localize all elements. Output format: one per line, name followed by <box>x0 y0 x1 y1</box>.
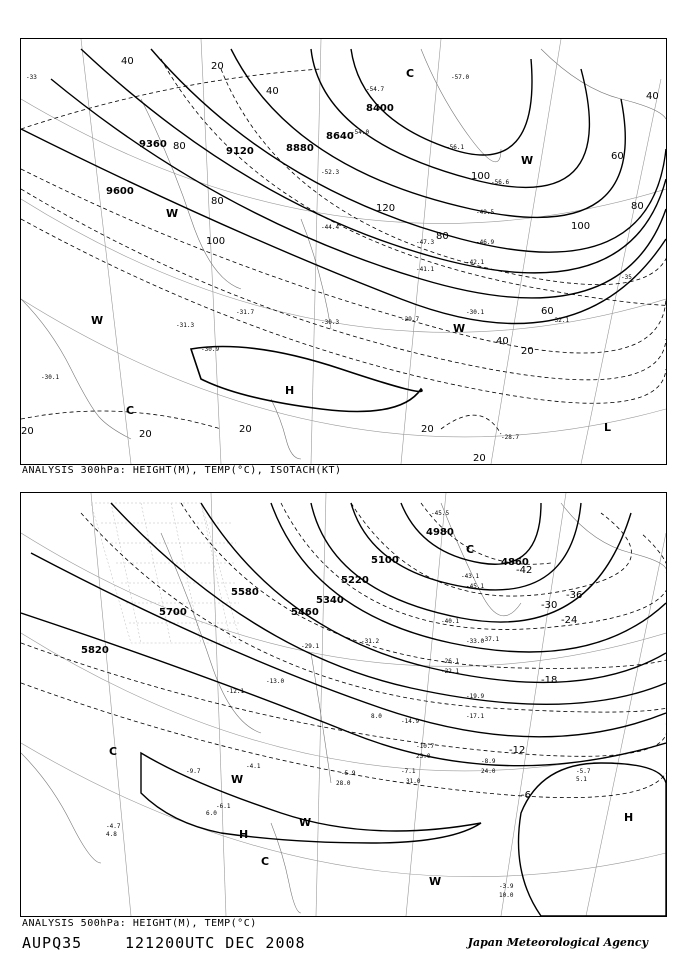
svg-text:4.8: 4.8 <box>106 831 117 838</box>
svg-text:5580: 5580 <box>231 587 259 598</box>
svg-text:60: 60 <box>611 151 624 162</box>
svg-text:-5.9: -5.9 <box>341 770 356 777</box>
svg-text:-4.1: -4.1 <box>246 763 261 770</box>
low-marker: L <box>604 421 612 434</box>
svg-text:-30.3: -30.3 <box>321 319 340 326</box>
svg-text:-10.7: -10.7 <box>416 743 435 750</box>
high-ridge-contour <box>191 347 422 412</box>
svg-text:60: 60 <box>541 306 554 317</box>
svg-text:-43.1: -43.1 <box>461 573 480 580</box>
svg-text:-9.7: -9.7 <box>186 768 201 775</box>
svg-text:-31.3: -31.3 <box>176 322 195 329</box>
hatched-region <box>91 503 241 643</box>
warm-marker: W <box>299 816 312 829</box>
svg-text:-46.9: -46.9 <box>476 239 495 246</box>
svg-text:24.0: 24.0 <box>481 768 496 775</box>
svg-text:-35: -35 <box>621 274 632 281</box>
chart-300hpa <box>20 38 667 465</box>
svg-text:-3.9: -3.9 <box>499 883 514 890</box>
cold-marker: C <box>466 543 475 556</box>
warm-marker: W <box>231 773 244 786</box>
svg-text:20: 20 <box>421 424 434 435</box>
height-label-9600: 9600 <box>106 186 134 197</box>
svg-text:-19.9: -19.9 <box>466 693 485 700</box>
svg-text:-26.1: -26.1 <box>441 658 460 665</box>
svg-text:5820: 5820 <box>81 645 109 656</box>
svg-text:-18: -18 <box>541 675 558 686</box>
svg-text:80: 80 <box>173 141 186 152</box>
svg-text:-24: -24 <box>561 615 578 626</box>
svg-text:-6: -6 <box>521 790 531 801</box>
svg-text:40: 40 <box>266 86 279 97</box>
svg-text:-7.1: -7.1 <box>401 768 416 775</box>
svg-text:-22.1: -22.1 <box>441 668 460 675</box>
svg-text:100: 100 <box>206 236 226 247</box>
svg-text:-45.1: -45.1 <box>466 583 485 590</box>
svg-text:-49.5: -49.5 <box>476 209 495 216</box>
svg-text:40: 40 <box>496 336 509 347</box>
svg-text:-42.1: -42.1 <box>466 259 485 266</box>
svg-text:4980: 4980 <box>426 527 454 538</box>
cold-marker: C <box>109 745 118 758</box>
graticule <box>21 493 666 916</box>
svg-text:100: 100 <box>571 221 591 232</box>
svg-text:23.0: 23.0 <box>416 753 431 760</box>
chart-500hpa <box>20 492 667 917</box>
height-label-8400: 8400 <box>366 103 394 114</box>
caption-300hpa: ANALYSIS 300hPa: HEIGHT(M), TEMP(°C), ISOTACH(KT) <box>22 465 342 476</box>
svg-text:20: 20 <box>139 429 152 440</box>
svg-text:-29.7: -29.7 <box>401 316 420 323</box>
svg-text:-57.0: -57.0 <box>451 74 470 81</box>
svg-text:10.0: 10.0 <box>499 892 514 899</box>
height-label-8640: 8640 <box>326 131 354 142</box>
svg-text:-44.4: -44.4 <box>321 224 340 231</box>
station-dewpoints-500 <box>106 713 587 899</box>
svg-text:-56.6: -56.6 <box>491 179 510 186</box>
svg-text:-6.1: -6.1 <box>216 803 231 810</box>
svg-text:80: 80 <box>436 231 449 242</box>
high-marker: H <box>624 811 634 824</box>
svg-text:5.1: 5.1 <box>576 776 587 783</box>
svg-text:28.0: 28.0 <box>336 780 351 787</box>
height-labels <box>106 103 394 197</box>
height-contours <box>21 503 666 766</box>
svg-text:-30.1: -30.1 <box>41 374 60 381</box>
cold-marker: C <box>126 404 135 417</box>
isotach-labels <box>21 56 659 464</box>
height-label-8880: 8880 <box>286 143 314 154</box>
warm-marker: W <box>521 154 534 167</box>
svg-text:-12: -12 <box>509 745 526 756</box>
svg-text:-41.1: -41.1 <box>416 266 435 273</box>
svg-text:-31.7: -31.7 <box>236 309 255 316</box>
svg-text:-33.0: -33.0 <box>466 638 485 645</box>
height-label-9360: 9360 <box>139 139 167 150</box>
svg-text:-52.3: -52.3 <box>321 169 340 176</box>
cold-marker: C <box>406 67 415 80</box>
chart-300hpa-svg <box>21 39 666 464</box>
svg-text:-42: -42 <box>516 565 533 576</box>
svg-text:31.0: 31.0 <box>406 778 421 785</box>
svg-text:-31.2: -31.2 <box>361 638 380 645</box>
svg-text:80: 80 <box>631 201 644 212</box>
svg-text:-54.7: -54.7 <box>366 86 385 93</box>
svg-text:20: 20 <box>473 453 486 464</box>
svg-text:-5.7: -5.7 <box>576 768 591 775</box>
svg-text:-30: -30 <box>541 600 558 611</box>
svg-text:-36: -36 <box>566 590 583 601</box>
svg-text:4860: 4860 <box>501 557 529 568</box>
svg-text:-4.7: -4.7 <box>106 823 121 830</box>
high-marker: H <box>285 384 295 397</box>
warm-marker: W <box>166 207 179 220</box>
svg-text:-33: -33 <box>26 74 37 81</box>
svg-text:8.0: 8.0 <box>371 713 382 720</box>
svg-text:-13.0: -13.0 <box>266 678 285 685</box>
high-marker: H <box>239 828 249 841</box>
svg-text:-37.1: -37.1 <box>481 636 500 643</box>
svg-text:40: 40 <box>121 56 134 67</box>
svg-text:-32.1: -32.1 <box>551 317 570 324</box>
svg-text:80: 80 <box>211 196 224 207</box>
svg-text:20: 20 <box>521 346 534 357</box>
agency-name: Japan Meteorological Agency <box>467 936 648 949</box>
svg-text:-30.1: -30.1 <box>466 309 485 316</box>
svg-text:-54.0: -54.0 <box>351 129 370 136</box>
chart-500hpa-svg <box>21 493 666 916</box>
svg-text:40: 40 <box>646 91 659 102</box>
caption-500hpa: ANALYSIS 500hPa: HEIGHT(M), TEMP(°C) <box>22 918 257 929</box>
svg-text:-30.9: -30.9 <box>201 346 220 353</box>
svg-text:5220: 5220 <box>341 575 369 586</box>
svg-text:5100: 5100 <box>371 555 399 566</box>
valid-time: 121200UTC DEC 2008 <box>125 934 306 952</box>
svg-text:100: 100 <box>471 171 491 182</box>
height-label-9120: 9120 <box>226 146 254 157</box>
svg-text:5340: 5340 <box>316 595 344 606</box>
coastline <box>21 49 666 459</box>
svg-text:20: 20 <box>211 61 224 72</box>
svg-text:-8.9: -8.9 <box>481 758 496 765</box>
warm-marker: W <box>429 875 442 888</box>
svg-text:5460: 5460 <box>291 607 319 618</box>
svg-text:-28.7: -28.7 <box>501 434 520 441</box>
svg-text:-12.1: -12.1 <box>226 688 245 695</box>
svg-text:20: 20 <box>21 426 34 437</box>
svg-text:-45.5: -45.5 <box>431 510 450 517</box>
cold-marker: C <box>261 855 270 868</box>
warm-marker: W <box>453 322 466 335</box>
svg-text:-47.3: -47.3 <box>416 239 435 246</box>
svg-text:5700: 5700 <box>159 607 187 618</box>
product-code: AUPQ35 <box>22 934 83 952</box>
svg-text:-56.1: -56.1 <box>446 144 465 151</box>
svg-text:-40.1: -40.1 <box>441 618 460 625</box>
warm-marker: W <box>91 314 104 327</box>
svg-text:20: 20 <box>239 424 252 435</box>
svg-text:120: 120 <box>376 203 396 214</box>
high-contour-east <box>519 763 667 916</box>
svg-text:-29.1: -29.1 <box>301 643 320 650</box>
svg-text:-17.1: -17.1 <box>466 713 485 720</box>
height-labels <box>81 527 529 656</box>
svg-text:-14.9: -14.9 <box>401 718 420 725</box>
coastline <box>21 503 666 913</box>
svg-text:6.0: 6.0 <box>206 810 217 817</box>
